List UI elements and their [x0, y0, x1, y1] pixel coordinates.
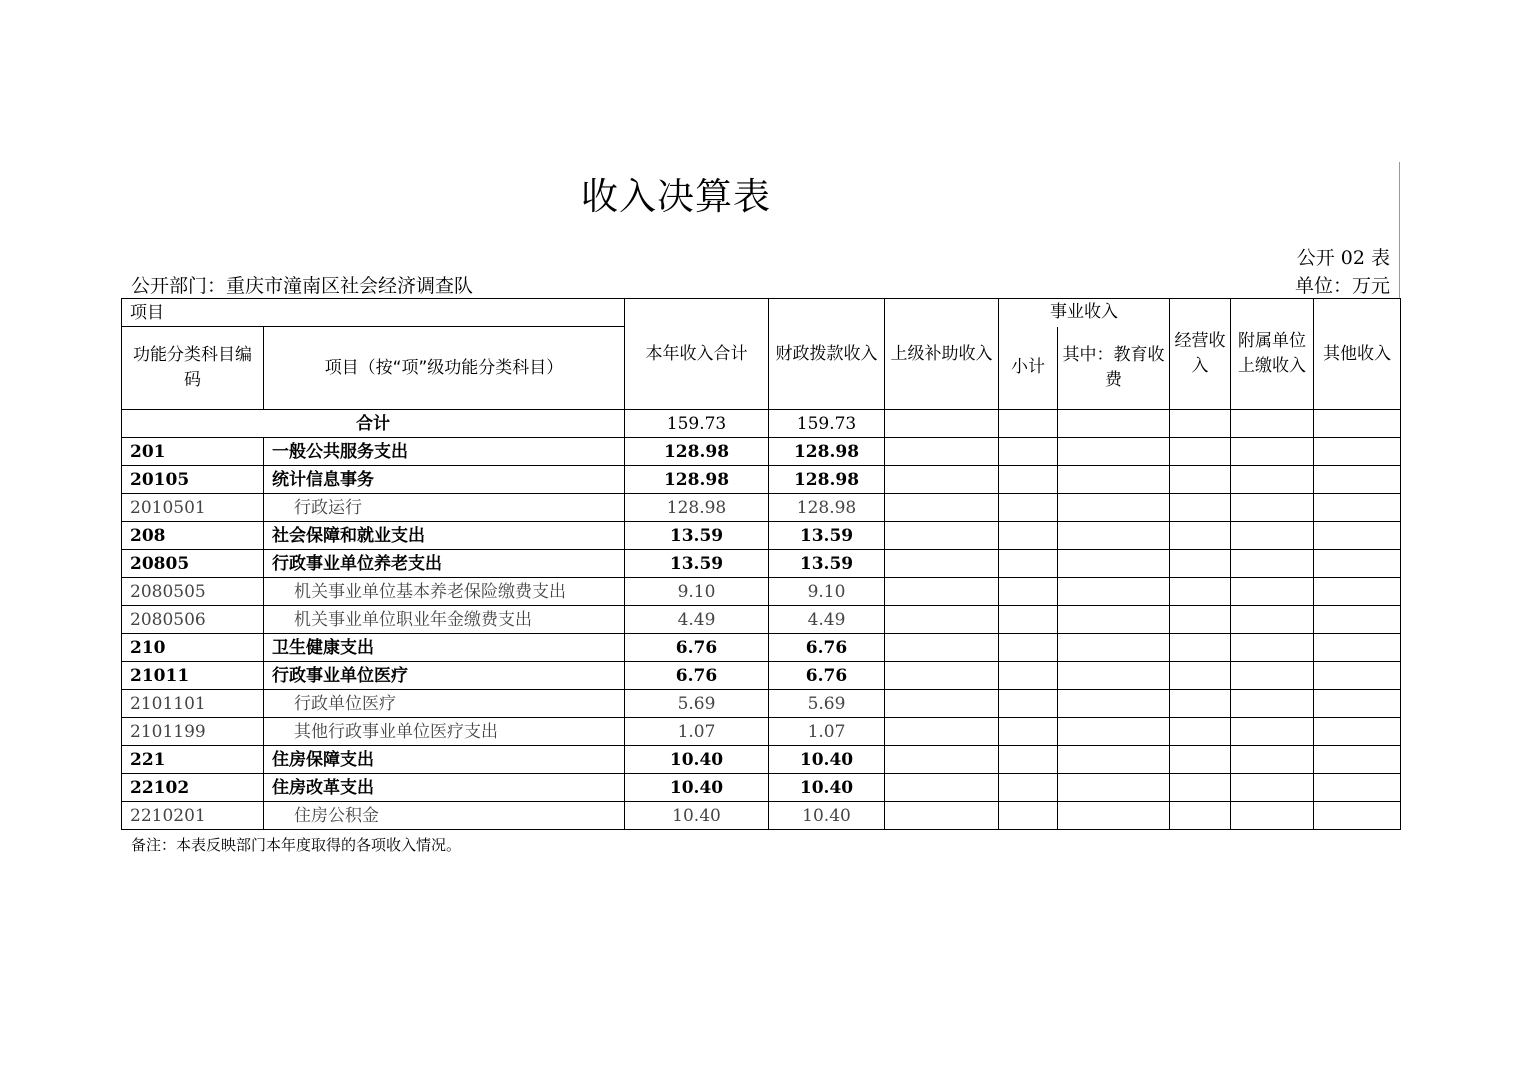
table-row — [122, 662, 1401, 690]
row-total-income: 13.59 — [625, 522, 769, 550]
empty-cell — [1058, 746, 1170, 774]
row-total-income: 128.98 — [625, 438, 769, 466]
empty-cell — [999, 774, 1058, 802]
row-name: 行政运行 — [264, 494, 625, 522]
row-code: 201 — [122, 438, 264, 466]
empty-cell — [885, 438, 999, 466]
empty-cell — [885, 578, 999, 606]
empty-cell — [1058, 466, 1170, 494]
row-total-income: 6.76 — [625, 662, 769, 690]
row-name: 其他行政事业单位医疗支出 — [264, 718, 625, 746]
empty-cell — [1058, 606, 1170, 634]
row-code: 2101199 — [122, 718, 264, 746]
table-row — [122, 802, 1401, 830]
row-total-income: 10.40 — [625, 774, 769, 802]
table-row — [122, 438, 1401, 466]
empty-cell — [1231, 718, 1314, 746]
empty-cell — [885, 718, 999, 746]
empty-cell — [1231, 522, 1314, 550]
header-name: 项目（按“项”级功能分类科目） — [264, 327, 625, 410]
empty-cell — [1058, 662, 1170, 690]
empty-cell — [1231, 662, 1314, 690]
row-name: 机关事业单位职业年金缴费支出 — [264, 606, 625, 634]
header-code: 功能分类科目编码 — [122, 327, 264, 410]
row-fiscal: 10.40 — [769, 774, 885, 802]
row-code: 2010501 — [122, 494, 264, 522]
row-name: 住房公积金 — [264, 802, 625, 830]
header-project: 项目 — [122, 299, 625, 327]
empty-cell — [1170, 774, 1231, 802]
empty-cell — [999, 522, 1058, 550]
row-name: 统计信息事务 — [264, 466, 625, 494]
row-total-income: 128.98 — [625, 466, 769, 494]
row-fiscal: 5.69 — [769, 690, 885, 718]
empty-cell — [1314, 774, 1401, 802]
row-total-income: 128.98 — [625, 494, 769, 522]
empty-cell — [999, 606, 1058, 634]
empty-cell — [1314, 718, 1401, 746]
empty-cell — [1170, 802, 1231, 830]
row-code: 2080506 — [122, 606, 264, 634]
header-fiscal: 财政拨款收入 — [769, 299, 885, 410]
row-code: 20805 — [122, 550, 264, 578]
row-fiscal: 10.40 — [769, 746, 885, 774]
empty-cell — [1314, 606, 1401, 634]
empty-cell — [1231, 494, 1314, 522]
row-total-income: 1.07 — [625, 718, 769, 746]
empty-cell — [1231, 578, 1314, 606]
empty-cell — [1170, 662, 1231, 690]
empty-cell — [1058, 634, 1170, 662]
empty-cell — [1170, 690, 1231, 718]
table-row — [122, 774, 1401, 802]
empty-cell — [885, 802, 999, 830]
row-fiscal: 128.98 — [769, 438, 885, 466]
row-total-income: 13.59 — [625, 550, 769, 578]
empty-cell — [1314, 522, 1401, 550]
empty-cell — [1170, 746, 1231, 774]
row-name: 住房保障支出 — [264, 746, 625, 774]
empty-cell — [885, 634, 999, 662]
table-row — [122, 718, 1401, 746]
empty-cell — [885, 494, 999, 522]
header-other: 其他收入 — [1314, 299, 1401, 410]
header-total-income: 本年收入合计 — [625, 299, 769, 410]
row-name: 社会保障和就业支出 — [264, 522, 625, 550]
row-fiscal: 128.98 — [769, 494, 885, 522]
row-total-income: 4.49 — [625, 606, 769, 634]
empty-cell — [885, 522, 999, 550]
row-total-income: 10.40 — [625, 802, 769, 830]
row-fiscal: 13.59 — [769, 550, 885, 578]
page-title: 收入决算表 — [581, 175, 771, 218]
empty-cell — [999, 466, 1058, 494]
row-total-income: 9.10 — [625, 578, 769, 606]
row-code: 20105 — [122, 466, 264, 494]
empty-cell — [999, 662, 1058, 690]
empty-cell — [1170, 522, 1231, 550]
empty-cell — [1231, 634, 1314, 662]
empty-cell — [999, 746, 1058, 774]
total-row — [122, 410, 1401, 438]
table-row — [122, 494, 1401, 522]
empty-cell — [1231, 746, 1314, 774]
empty-cell — [1058, 494, 1170, 522]
empty-cell — [885, 606, 999, 634]
empty-cell — [999, 494, 1058, 522]
empty-cell — [1314, 578, 1401, 606]
empty-cell — [1058, 802, 1170, 830]
row-fiscal: 13.59 — [769, 522, 885, 550]
row-fiscal: 6.76 — [769, 634, 885, 662]
total-fiscal-value: 159.73 — [769, 410, 885, 438]
empty-cell — [999, 690, 1058, 718]
header-subtotal: 小计 — [999, 327, 1058, 410]
empty-cell — [1231, 690, 1314, 718]
empty-cell — [1058, 522, 1170, 550]
table-row — [122, 466, 1401, 494]
total-income-value: 159.73 — [625, 410, 769, 438]
empty-cell — [1058, 774, 1170, 802]
row-total-income: 6.76 — [625, 634, 769, 662]
header-business: 事业收入 — [999, 299, 1170, 327]
empty-cell — [1058, 578, 1170, 606]
empty-cell — [1231, 606, 1314, 634]
empty-cell — [885, 774, 999, 802]
empty-cell — [1170, 494, 1231, 522]
row-code: 22102 — [122, 774, 264, 802]
empty-cell — [1314, 466, 1401, 494]
empty-cell — [1170, 438, 1231, 466]
row-code: 2080505 — [122, 578, 264, 606]
table-row — [122, 550, 1401, 578]
row-total-income: 10.40 — [625, 746, 769, 774]
row-name: 卫生健康支出 — [264, 634, 625, 662]
empty-cell — [1170, 606, 1231, 634]
empty-cell — [1231, 466, 1314, 494]
empty-cell — [1058, 438, 1170, 466]
row-fiscal: 9.10 — [769, 578, 885, 606]
empty-cell — [885, 690, 999, 718]
header-superior: 上级补助收入 — [885, 299, 999, 410]
empty-cell — [1170, 718, 1231, 746]
empty-cell — [999, 438, 1058, 466]
empty-cell — [885, 466, 999, 494]
header-education: 其中：教育收费 — [1058, 327, 1170, 410]
row-name: 住房改革支出 — [264, 774, 625, 802]
empty-cell — [1231, 550, 1314, 578]
empty-cell — [1314, 662, 1401, 690]
row-name: 行政事业单位医疗 — [264, 662, 625, 690]
row-fiscal: 4.49 — [769, 606, 885, 634]
table-row — [122, 634, 1401, 662]
header-affiliated: 附属单位上缴收入 — [1231, 299, 1314, 410]
empty-cell — [1058, 550, 1170, 578]
empty-cell — [999, 802, 1058, 830]
row-fiscal: 6.76 — [769, 662, 885, 690]
empty-cell — [885, 550, 999, 578]
empty-cell — [1314, 550, 1401, 578]
row-code: 221 — [122, 746, 264, 774]
empty-cell — [1170, 550, 1231, 578]
row-code: 210 — [122, 634, 264, 662]
empty-cell — [999, 634, 1058, 662]
form-number: 公开 02 表 — [1296, 247, 1390, 269]
row-code: 2210201 — [122, 802, 264, 830]
empty-cell — [1170, 634, 1231, 662]
empty-cell — [999, 550, 1058, 578]
income-table — [121, 298, 1401, 830]
empty-cell — [1314, 634, 1401, 662]
row-name: 机关事业单位基本养老保险缴费支出 — [264, 578, 625, 606]
empty-cell — [1170, 578, 1231, 606]
table-row — [122, 746, 1401, 774]
row-total-income: 5.69 — [625, 690, 769, 718]
table-row — [122, 690, 1401, 718]
row-name: 行政单位医疗 — [264, 690, 625, 718]
empty-cell — [1314, 746, 1401, 774]
unit-label: 单位：万元 — [1294, 275, 1390, 297]
page-edge-line — [1399, 162, 1400, 298]
empty-cell — [1058, 690, 1170, 718]
empty-cell — [1170, 466, 1231, 494]
row-code: 2101101 — [122, 690, 264, 718]
row-name: 行政事业单位养老支出 — [264, 550, 625, 578]
empty-cell — [999, 718, 1058, 746]
empty-cell — [1231, 438, 1314, 466]
empty-cell — [1314, 494, 1401, 522]
row-name: 一般公共服务支出 — [264, 438, 625, 466]
empty-cell — [1314, 438, 1401, 466]
empty-cell — [1314, 802, 1401, 830]
table-note: 备注：本表反映部门本年度取得的各项收入情况。 — [131, 836, 462, 854]
table-row — [122, 578, 1401, 606]
empty-cell — [885, 746, 999, 774]
table-row — [122, 522, 1401, 550]
total-label: 合计 — [122, 410, 625, 438]
row-code: 208 — [122, 522, 264, 550]
row-fiscal: 128.98 — [769, 466, 885, 494]
empty-cell — [885, 662, 999, 690]
empty-cell — [1314, 690, 1401, 718]
empty-cell — [1231, 774, 1314, 802]
empty-cell — [1058, 718, 1170, 746]
row-code: 21011 — [122, 662, 264, 690]
row-fiscal: 10.40 — [769, 802, 885, 830]
empty-cell — [999, 578, 1058, 606]
table-row — [122, 606, 1401, 634]
row-fiscal: 1.07 — [769, 718, 885, 746]
department-label: 公开部门：重庆市潼南区社会经济调查队 — [131, 275, 474, 297]
empty-cell — [1231, 802, 1314, 830]
header-operating: 经营收入 — [1170, 299, 1231, 410]
